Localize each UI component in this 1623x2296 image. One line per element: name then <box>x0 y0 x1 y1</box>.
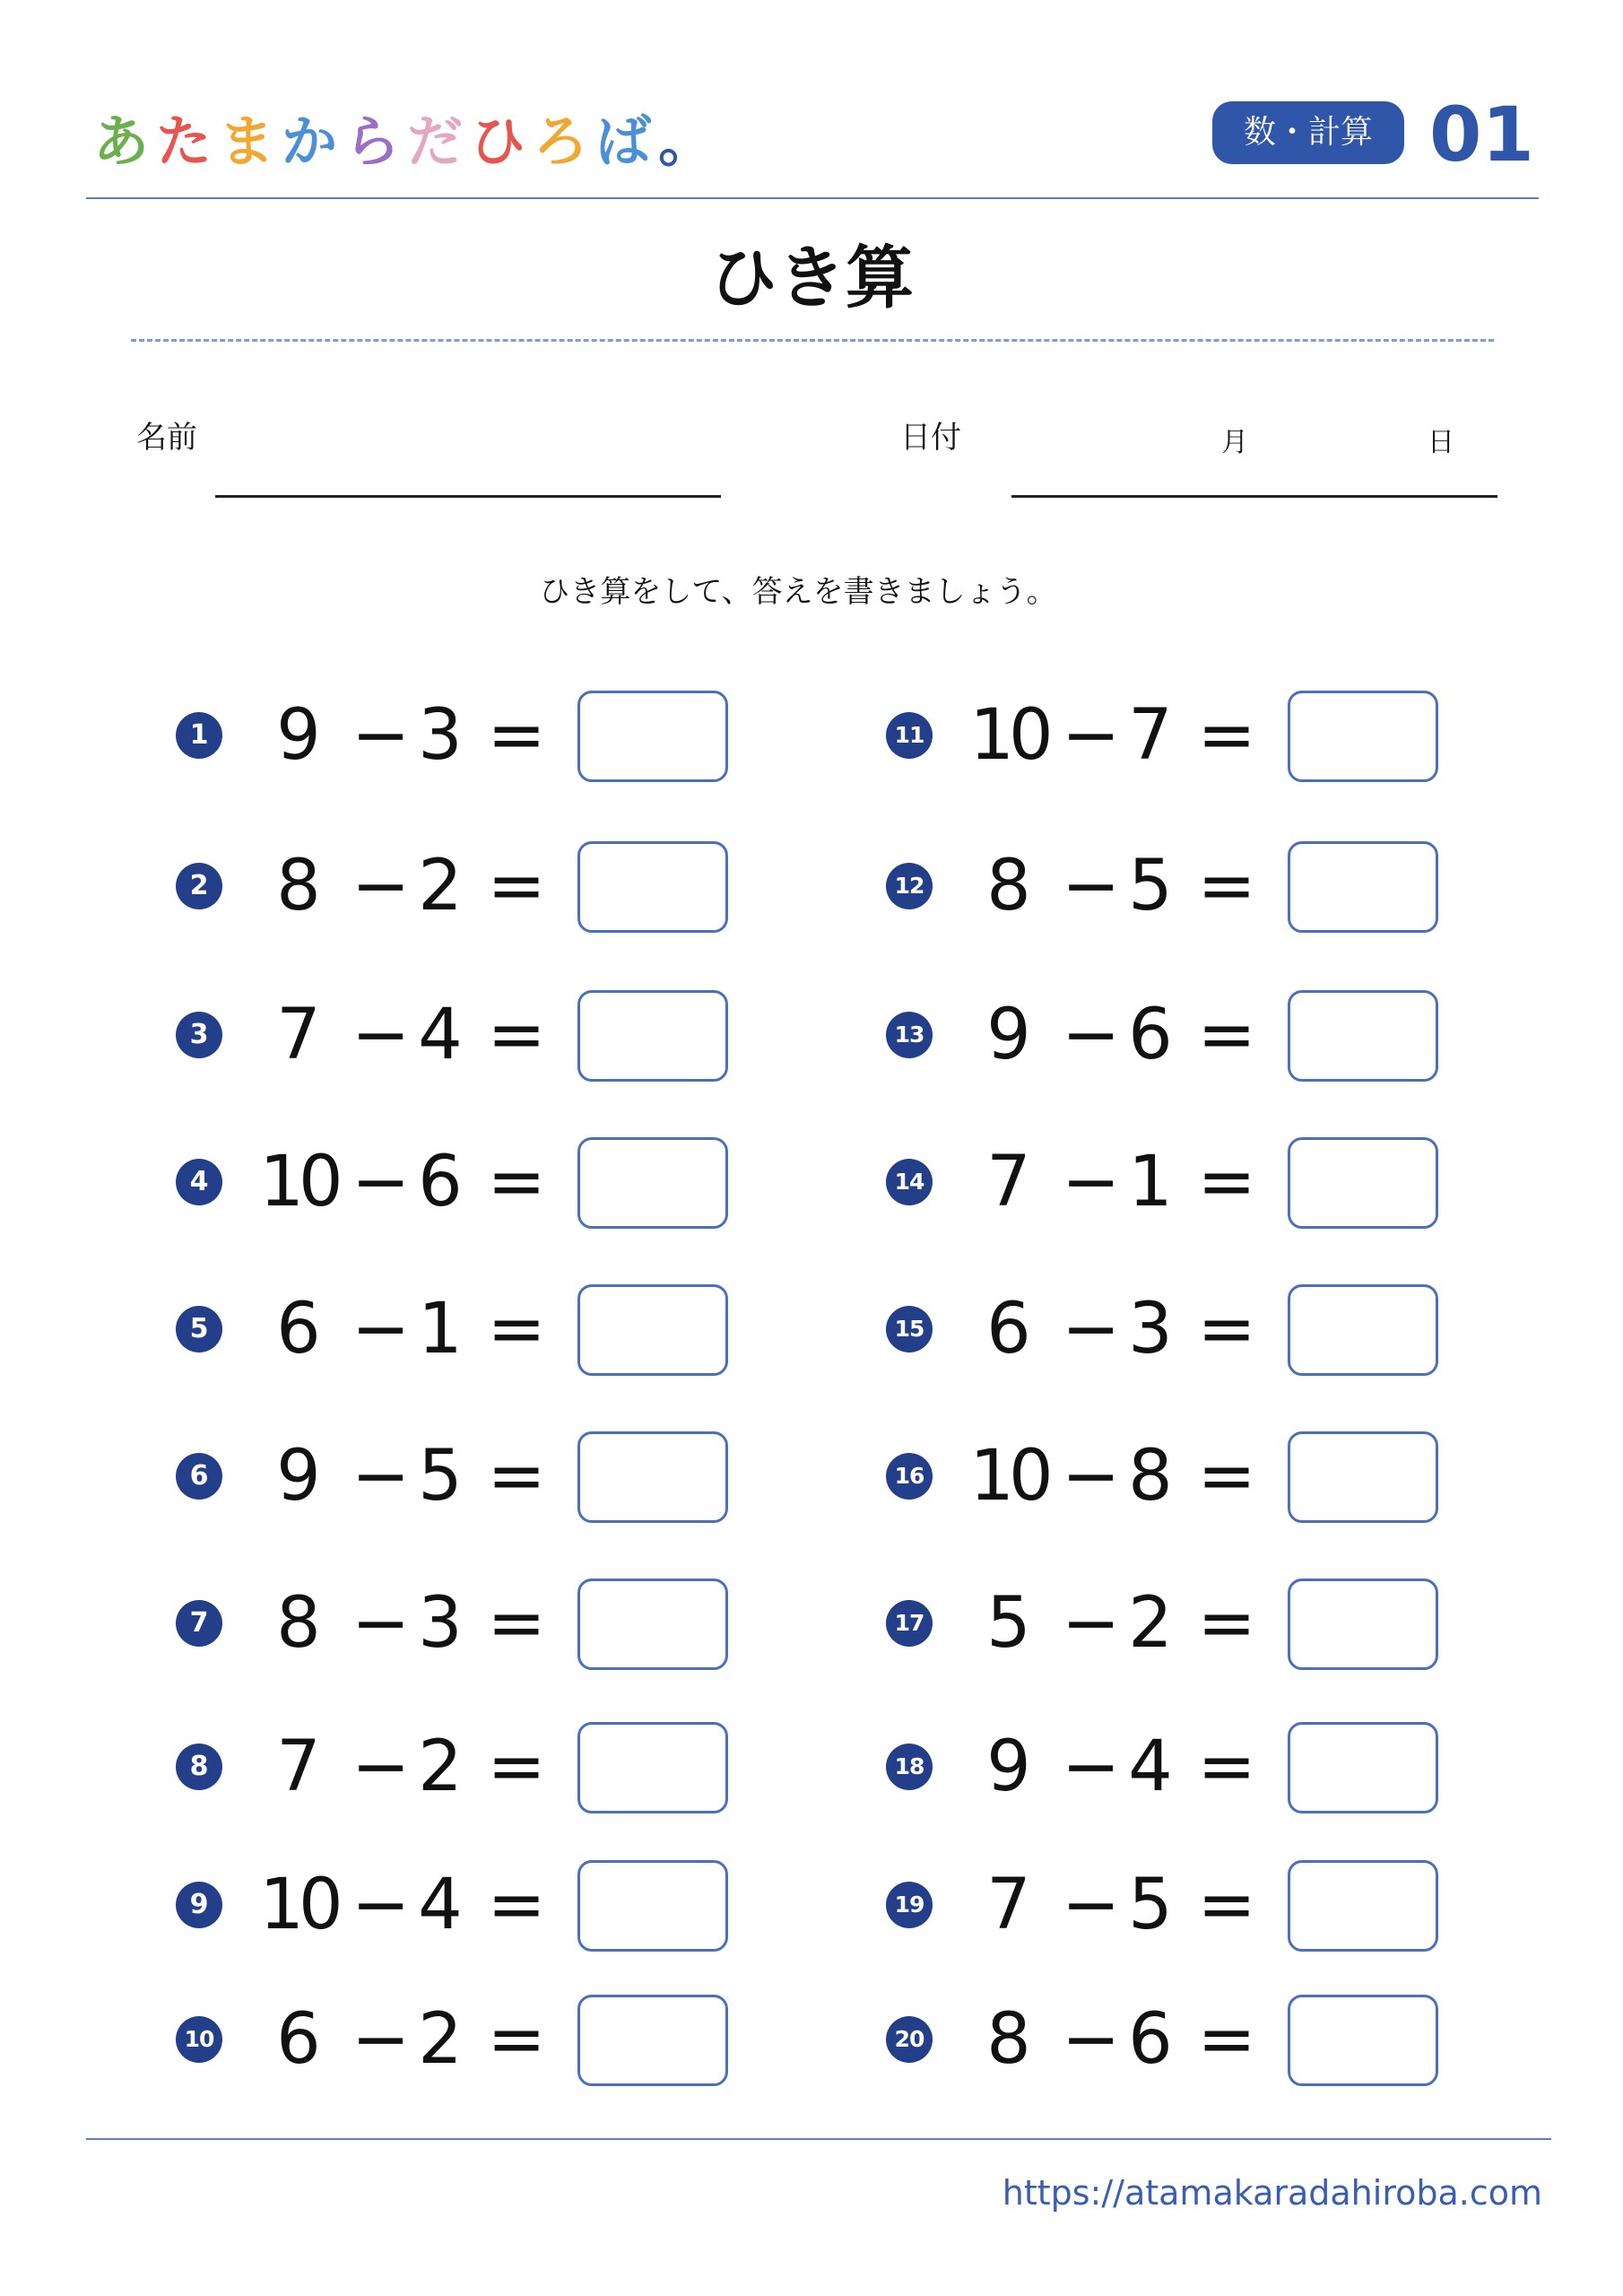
page-header <box>0 0 1623 206</box>
problem-item <box>886 1860 1442 1950</box>
answer-box[interactable] <box>577 1431 728 1523</box>
problem-number: 5 <box>176 1306 222 1352</box>
problem-item <box>176 1431 732 1521</box>
subtrahend: 1 <box>418 1289 463 1370</box>
problem-item <box>176 1137 732 1227</box>
problem-number: 16 <box>886 1453 933 1500</box>
minus-sign: − <box>352 1726 411 1807</box>
answer-box[interactable] <box>577 1995 728 2086</box>
minuend: 10 <box>259 1865 338 1945</box>
minuend: 7 <box>276 1726 321 1807</box>
answer-box[interactable] <box>1288 1284 1438 1376</box>
footer-divider <box>86 2138 1551 2140</box>
problem-number: 2 <box>176 863 222 909</box>
answer-box[interactable] <box>577 1284 728 1376</box>
problem-number: 12 <box>886 863 933 909</box>
answer-box[interactable] <box>1288 990 1438 1082</box>
equals-sign: = <box>487 1142 546 1222</box>
subtrahend: 7 <box>1128 695 1173 776</box>
minus-sign: − <box>1062 846 1121 926</box>
answer-box[interactable] <box>577 1578 728 1670</box>
equals-sign: = <box>487 846 546 926</box>
minus-sign: − <box>352 1583 411 1664</box>
equals-sign: = <box>1197 1289 1256 1370</box>
minus-sign: − <box>352 1865 411 1945</box>
subtrahend: 5 <box>1128 846 1173 926</box>
minus-sign: − <box>352 1999 411 2080</box>
minus-sign: − <box>1062 1999 1121 2080</box>
problem-number: 6 <box>176 1453 222 1500</box>
equals-sign: = <box>1197 1999 1256 2080</box>
logo-char: だ <box>407 109 471 174</box>
category-badge: 数・計算 <box>1212 101 1404 164</box>
minus-sign: − <box>1062 1865 1121 1945</box>
minuend: 5 <box>986 1583 1031 1664</box>
equals-sign: = <box>487 1436 546 1517</box>
equals-sign: = <box>1197 846 1256 926</box>
equals-sign: = <box>487 695 546 776</box>
problem-item <box>176 841 732 931</box>
answer-box[interactable] <box>577 990 728 1082</box>
minus-sign: − <box>1062 695 1121 776</box>
footer-url[interactable]: https://atamakaradahiroba.com <box>1002 2173 1542 2213</box>
minuend: 8 <box>986 1999 1031 2080</box>
equals-sign: = <box>487 1289 546 1370</box>
minuend: 7 <box>986 1865 1031 1945</box>
subtrahend: 5 <box>1128 1865 1173 1945</box>
equals-sign: = <box>487 1865 546 1945</box>
problem-item <box>886 691 1442 780</box>
minus-sign: − <box>1062 1289 1121 1370</box>
minuend: 8 <box>276 846 321 926</box>
problem-item <box>176 990 732 1080</box>
logo-char: た <box>156 109 220 174</box>
subtrahend: 6 <box>418 1142 463 1222</box>
minuend: 6 <box>276 1999 321 2080</box>
problem-number: 15 <box>886 1306 933 1352</box>
problem-number: 4 <box>176 1159 222 1205</box>
problem-item <box>176 1284 732 1374</box>
minuend: 8 <box>986 846 1031 926</box>
problem-item <box>176 1995 732 2084</box>
equals-sign: = <box>487 1583 546 1664</box>
answer-box[interactable] <box>1288 1995 1438 2086</box>
equals-sign: = <box>1197 1436 1256 1517</box>
subtrahend: 4 <box>418 1865 463 1945</box>
sheet-number: 01 <box>1429 91 1534 178</box>
equals-sign: = <box>1197 1583 1256 1664</box>
problem-item <box>886 1722 1442 1812</box>
problem-number: 17 <box>886 1600 933 1647</box>
subtrahend: 4 <box>1128 1726 1173 1807</box>
minuend: 7 <box>276 995 321 1075</box>
problem-number: 19 <box>886 1882 933 1928</box>
subtrahend: 6 <box>1128 995 1173 1075</box>
problem-item <box>176 1860 732 1950</box>
header-divider <box>86 197 1539 199</box>
logo-char: か <box>282 109 345 174</box>
subtrahend: 4 <box>418 995 463 1075</box>
subtrahend: 2 <box>418 1999 463 2080</box>
logo-char: ろ <box>533 109 596 174</box>
month-label: 月 <box>1221 427 1248 458</box>
answer-box[interactable] <box>1288 691 1438 782</box>
date-label: 日付 <box>900 420 961 456</box>
minus-sign: − <box>1062 1726 1121 1807</box>
site-logo <box>93 97 721 177</box>
minuend: 7 <box>986 1142 1031 1222</box>
minus-sign: − <box>352 995 411 1075</box>
subtrahend: 8 <box>1128 1436 1173 1517</box>
logo-char: 。 <box>658 109 722 174</box>
answer-box[interactable] <box>1288 1860 1438 1952</box>
problem-number: 8 <box>176 1744 222 1790</box>
date-field[interactable] <box>1011 495 1497 498</box>
problem-item <box>886 1578 1442 1668</box>
equals-sign: = <box>487 1726 546 1807</box>
minus-sign: − <box>352 1142 411 1222</box>
minuend: 9 <box>276 1436 321 1517</box>
problem-number: 7 <box>176 1600 222 1647</box>
logo-char: ひ <box>470 109 534 174</box>
equals-sign: = <box>1197 995 1256 1075</box>
worksheet-title: ひき算 <box>709 238 914 317</box>
minus-sign: − <box>352 1436 411 1517</box>
equals-sign: = <box>1197 695 1256 776</box>
problem-number: 1 <box>176 712 222 759</box>
problem-item <box>176 1722 732 1812</box>
minuend: 6 <box>276 1289 321 1370</box>
minus-sign: − <box>1062 995 1121 1075</box>
equals-sign: = <box>487 1999 546 2080</box>
answer-box[interactable] <box>1288 1722 1438 1813</box>
problem-item <box>886 1995 1442 2084</box>
minuend: 9 <box>986 1726 1031 1807</box>
logo-char: ば <box>595 109 659 174</box>
equals-sign: = <box>1197 1142 1256 1222</box>
answer-box[interactable] <box>577 841 728 933</box>
minus-sign: − <box>352 846 411 926</box>
minus-sign: − <box>1062 1583 1121 1664</box>
minus-sign: − <box>1062 1436 1121 1517</box>
problem-number: 18 <box>886 1744 933 1790</box>
answer-box[interactable] <box>1288 1431 1438 1523</box>
instructions: ひき算をして、答えを書きましょう。 <box>539 574 1057 610</box>
subtrahend: 2 <box>418 1726 463 1807</box>
minus-sign: − <box>1062 1142 1121 1222</box>
problem-number: 14 <box>886 1159 933 1205</box>
problem-item <box>886 841 1442 931</box>
equals-sign: = <box>487 995 546 1075</box>
minuend: 10 <box>259 1142 338 1222</box>
subtrahend: 1 <box>1128 1142 1173 1222</box>
problem-number: 11 <box>886 712 933 759</box>
answer-box[interactable] <box>577 691 728 782</box>
answer-box[interactable] <box>577 1860 728 1952</box>
minuend: 6 <box>986 1289 1031 1370</box>
subtrahend: 3 <box>418 1583 463 1664</box>
subtrahend: 3 <box>1128 1289 1173 1370</box>
minuend: 10 <box>969 695 1048 776</box>
answer-box[interactable] <box>1288 1578 1438 1670</box>
problem-number: 9 <box>176 1882 222 1928</box>
title-divider <box>131 339 1494 342</box>
answer-box[interactable] <box>1288 841 1438 933</box>
logo-char: ら <box>344 109 408 174</box>
answer-box[interactable] <box>577 1722 728 1813</box>
problem-item <box>886 1137 1442 1227</box>
equals-sign: = <box>1197 1865 1256 1945</box>
minuend: 9 <box>986 995 1031 1075</box>
problem-item <box>886 1431 1442 1521</box>
equals-sign: = <box>1197 1726 1256 1807</box>
subtrahend: 2 <box>418 846 463 926</box>
problem-item <box>886 990 1442 1080</box>
answer-box[interactable] <box>1288 1137 1438 1229</box>
minus-sign: − <box>352 1289 411 1370</box>
problem-item <box>886 1284 1442 1374</box>
subtrahend: 6 <box>1128 1999 1173 2080</box>
minuend: 10 <box>969 1436 1048 1517</box>
subtrahend: 3 <box>418 695 463 776</box>
logo-char: ま <box>219 109 282 174</box>
minuend: 9 <box>276 695 321 776</box>
logo-char: あ <box>93 109 157 174</box>
minus-sign: − <box>352 695 411 776</box>
problem-number: 13 <box>886 1012 933 1058</box>
subtrahend: 5 <box>418 1436 463 1517</box>
name-field[interactable] <box>215 495 721 498</box>
problem-number: 10 <box>176 2016 222 2063</box>
answer-box[interactable] <box>577 1137 728 1229</box>
minuend: 8 <box>276 1583 321 1664</box>
problem-item <box>176 1578 732 1668</box>
day-label: 日 <box>1428 427 1454 458</box>
subtrahend: 2 <box>1128 1583 1173 1664</box>
problem-number: 20 <box>886 2016 933 2063</box>
problem-number: 3 <box>176 1012 222 1058</box>
name-label: 名前 <box>136 420 197 456</box>
problem-item <box>176 691 732 780</box>
